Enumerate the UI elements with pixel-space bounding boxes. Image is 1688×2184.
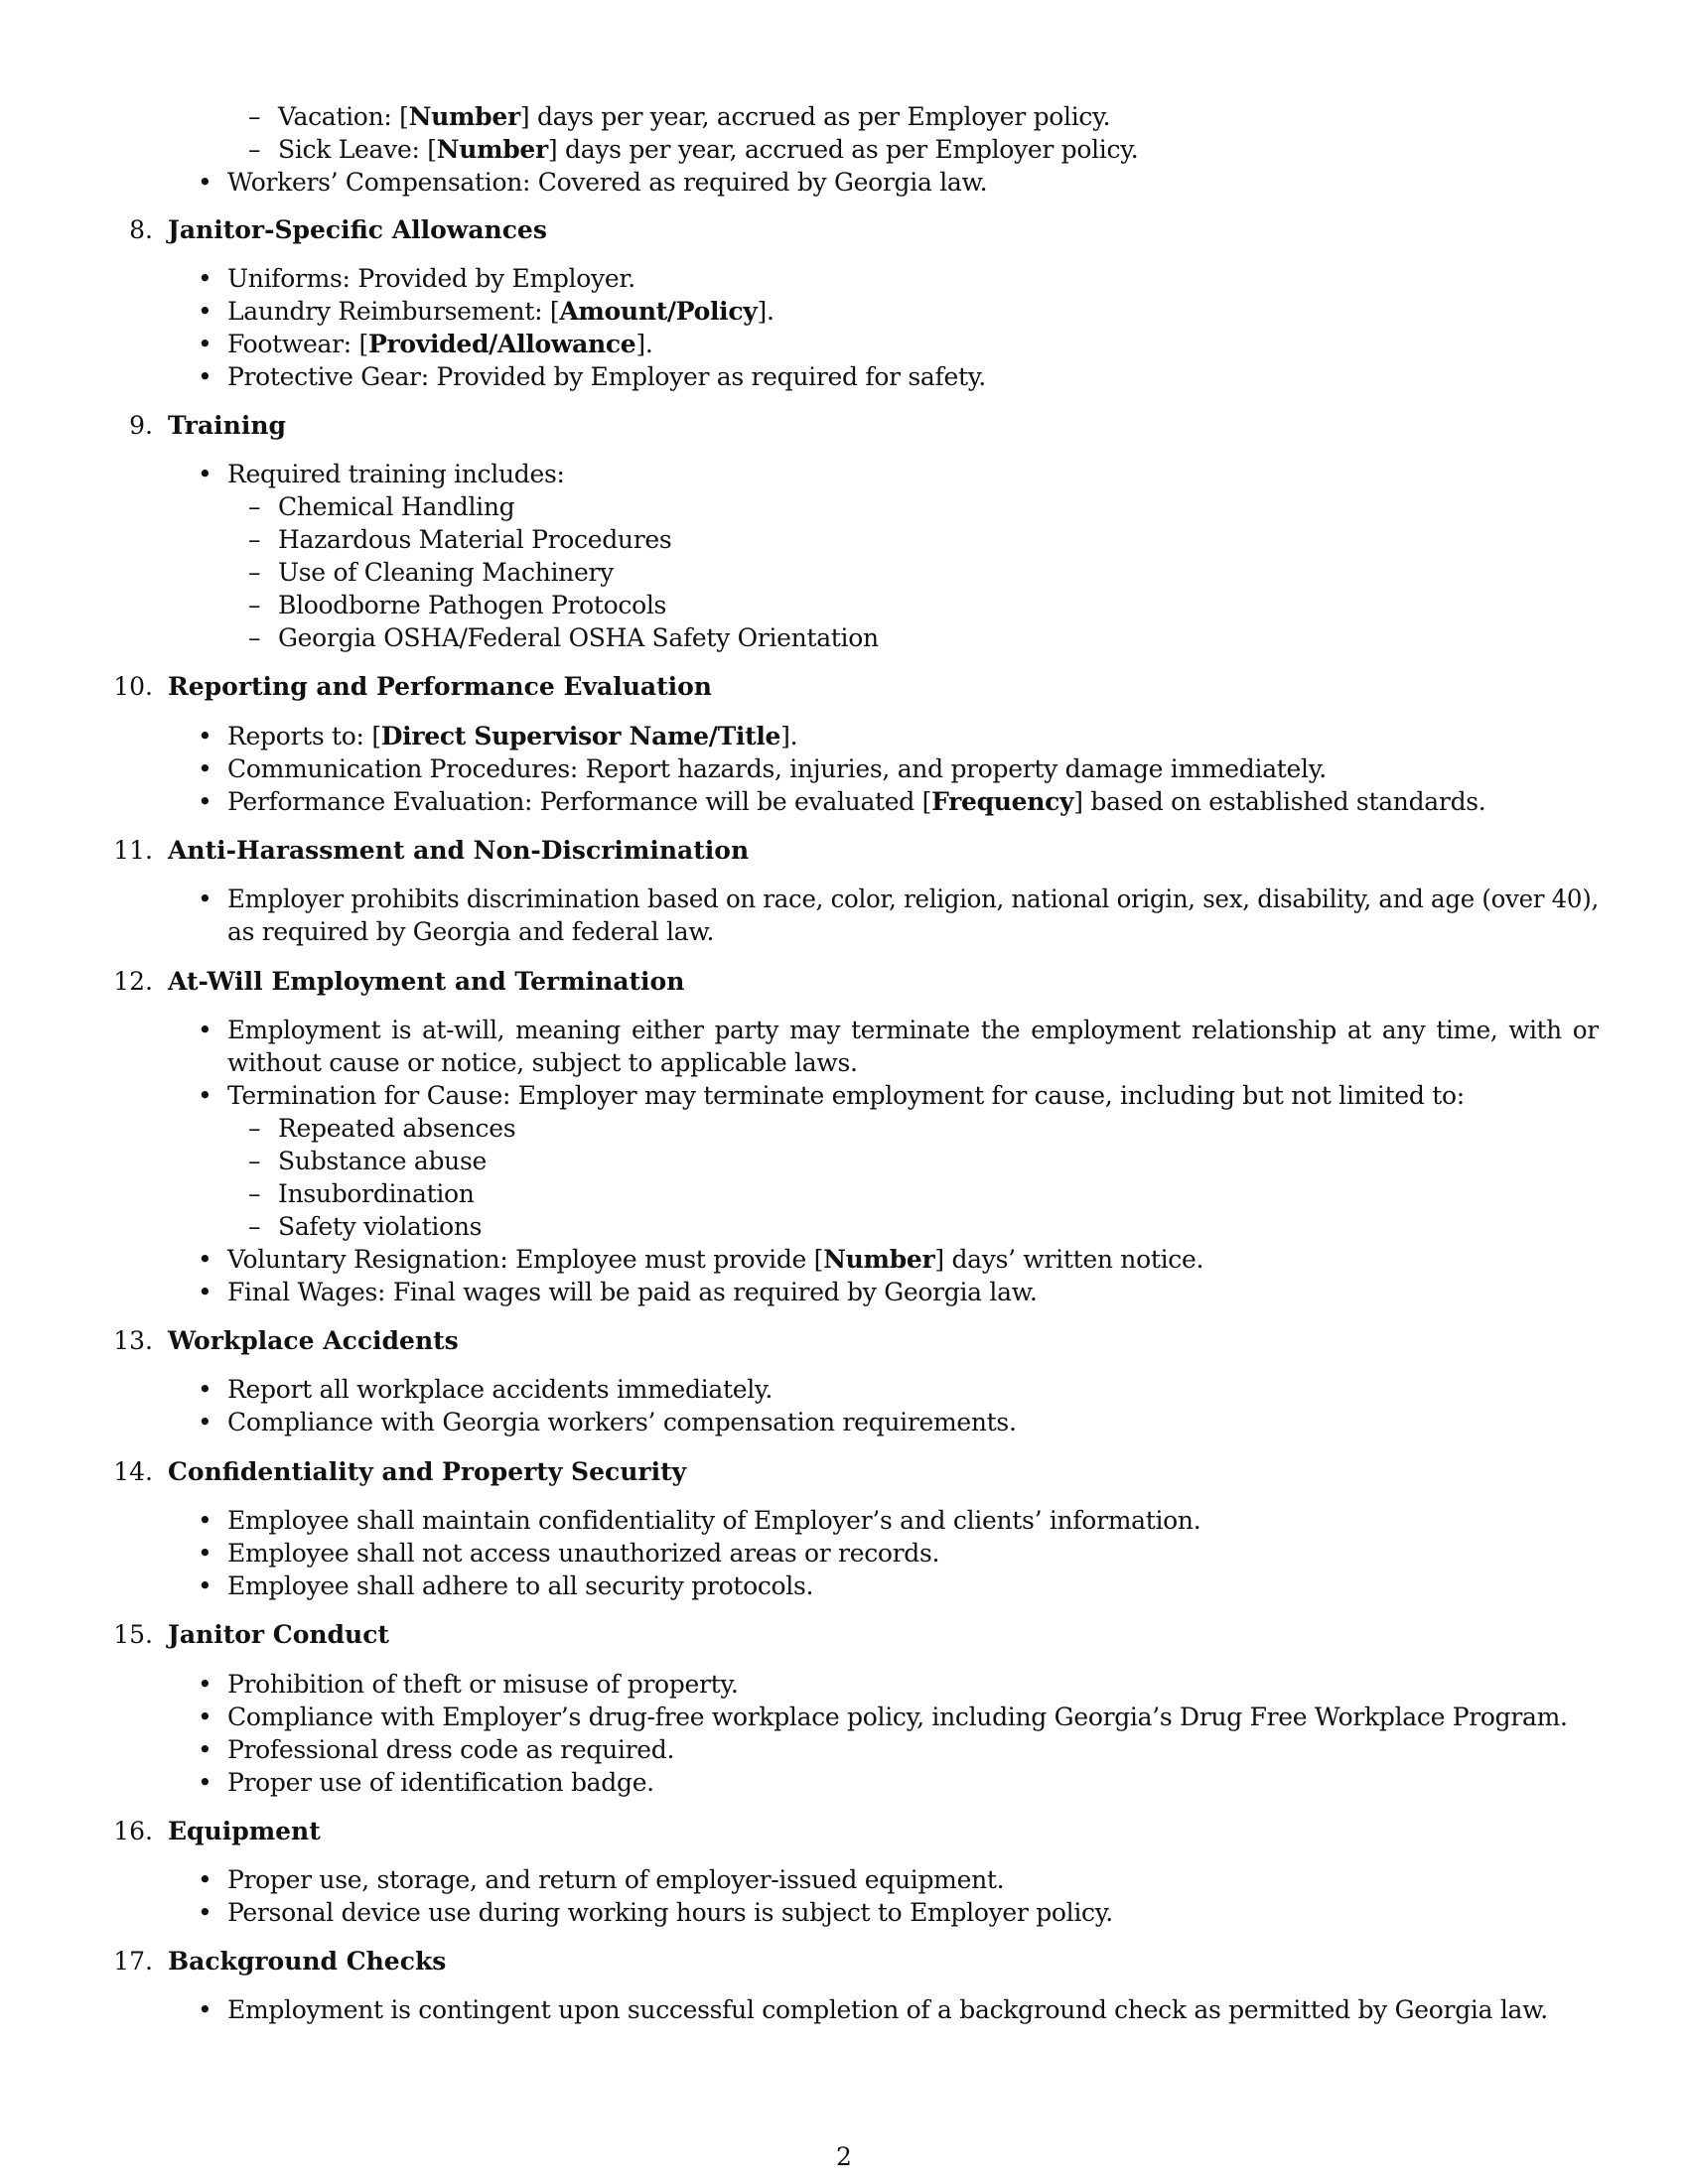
list-item: Chemical Handling xyxy=(278,492,515,521)
bullet-marker: • xyxy=(198,1768,212,1797)
section-title-reporting: Reporting and Performance Evaluation xyxy=(168,672,712,701)
dash-marker: – xyxy=(248,1212,261,1241)
section-title-conduct: Janitor Conduct xyxy=(168,1620,389,1649)
section-title-equipment: Equipment xyxy=(168,1817,321,1845)
bullet-marker: • xyxy=(198,330,212,358)
section-title-accidents: Workplace Accidents xyxy=(168,1326,459,1355)
bullet-marker: • xyxy=(198,787,212,816)
bullet-marker: • xyxy=(198,1898,212,1927)
list-item: Employee shall maintain confidentiality of Employer’s and clients’ information. xyxy=(227,1506,1201,1535)
bullet-marker: • xyxy=(198,264,212,293)
discrimination-line-1: Employer prohibits discrimination based on race, color, religion, national origin, sex, disability, and age (over 40), xyxy=(227,885,1599,913)
bullet-marker: • xyxy=(198,1703,212,1731)
list-item: Personal device use during working hours is subject to Employer policy. xyxy=(227,1898,1113,1927)
section-number: 17. xyxy=(113,1947,153,1976)
bullet-marker: • xyxy=(198,1506,212,1535)
section-number: 14. xyxy=(113,1457,153,1486)
list-item: Repeated absences xyxy=(278,1114,516,1143)
footwear-line: Footwear: [Provided/Allowance]. xyxy=(227,330,653,358)
bullet-marker: • xyxy=(198,460,212,488)
section-number: 15. xyxy=(113,1620,153,1649)
vacation-line: Vacation: [Number] days per year, accrued as per Employer policy. xyxy=(278,102,1111,131)
list-item: Professional dress code as required. xyxy=(227,1735,675,1764)
section-number: 9. xyxy=(129,411,153,440)
laundry-line: Laundry Reimbursement: [Amount/Policy]. xyxy=(227,297,774,326)
dash-marker: – xyxy=(248,1147,261,1175)
list-item: Compliance with Employer’s drug-free workplace policy, including Georgia’s Drug Free Workplace Program. xyxy=(227,1703,1568,1731)
dash-marker: – xyxy=(248,102,261,131)
list-item: Proper use of identification badge. xyxy=(227,1768,654,1797)
dash-marker: – xyxy=(248,623,261,652)
section-title-background: Background Checks xyxy=(168,1947,447,1976)
section-title-confidentiality: Confidentiality and Property Security xyxy=(168,1457,687,1486)
list-item: Bloodborne Pathogen Protocols xyxy=(278,591,667,619)
dash-marker: – xyxy=(248,492,261,521)
training-intro: Required training includes: xyxy=(227,460,565,488)
bullet-marker: • xyxy=(198,1408,212,1436)
bullet-marker: • xyxy=(198,1735,212,1764)
section-title-allowances: Janitor-Specific Allowances xyxy=(168,215,547,244)
dash-marker: – xyxy=(248,525,261,554)
section-number: 8. xyxy=(129,215,153,244)
bullet-marker: • xyxy=(198,885,212,913)
bullet-marker: • xyxy=(198,1016,212,1044)
list-item: Compliance with Georgia workers’ compensation requirements. xyxy=(227,1408,1017,1436)
final-wages-line: Final Wages: Final wages will be paid as required by Georgia law. xyxy=(227,1278,1038,1306)
bullet-marker: • xyxy=(198,1375,212,1404)
reports-to-line: Reports to: [Direct Supervisor Name/Title]. xyxy=(227,722,798,751)
communication-line: Communication Procedures: Report hazards, injuries, and property damage immediately. xyxy=(227,754,1327,783)
discrimination-line-2: as required by Georgia and federal law. xyxy=(227,917,715,946)
list-item: Georgia OSHA/Federal OSHA Safety Orientation xyxy=(278,623,879,652)
section-number: 12. xyxy=(113,967,153,996)
list-item: Hazardous Material Procedures xyxy=(278,525,672,554)
page-number: 2 xyxy=(836,2142,852,2171)
bullet-marker: • xyxy=(198,168,212,197)
list-item: Report all workplace accidents immediately. xyxy=(227,1375,774,1404)
dash-marker: – xyxy=(248,1114,261,1143)
termination-cause-line: Termination for Cause: Employer may terminate employment for cause, including but not limited to: xyxy=(227,1081,1465,1110)
list-item: Safety violations xyxy=(278,1212,483,1241)
resignation-line: Voluntary Resignation: Employee must provide [Number] days’ written notice. xyxy=(227,1245,1204,1274)
bullet-marker: • xyxy=(198,1571,212,1600)
at-will-line-1: Employment is at-will, meaning either party may terminate the employment relationship at any time, with or xyxy=(227,1016,1599,1044)
dash-marker: – xyxy=(248,135,261,164)
bullet-marker: • xyxy=(198,362,212,391)
bullet-marker: • xyxy=(198,754,212,783)
section-number: 10. xyxy=(113,672,153,701)
dash-marker: – xyxy=(248,591,261,619)
bullet-marker: • xyxy=(198,1865,212,1894)
section-title-training: Training xyxy=(168,411,286,440)
at-will-line-2: without cause or notice, subject to applicable laws. xyxy=(227,1048,858,1077)
bullet-marker: • xyxy=(198,1245,212,1274)
bullet-marker: • xyxy=(198,722,212,751)
bullet-marker: • xyxy=(198,1539,212,1568)
section-title-at-will: At-Will Employment and Termination xyxy=(168,967,685,996)
list-item: Prohibition of theft or misuse of property. xyxy=(227,1670,739,1699)
list-item: Proper use, storage, and return of employer-issued equipment. xyxy=(227,1865,1005,1894)
bullet-marker: • xyxy=(198,1278,212,1306)
sick-leave-line: Sick Leave: [Number] days per year, accrued as per Employer policy. xyxy=(278,135,1139,164)
section-number: 11. xyxy=(113,836,153,865)
dash-marker: – xyxy=(248,558,261,587)
section-number: 13. xyxy=(113,1326,153,1355)
list-item: Insubordination xyxy=(278,1179,475,1208)
list-item: Employment is contingent upon successful completion of a background check as permitted by Georgia law. xyxy=(227,1995,1548,2024)
protective-gear-line: Protective Gear: Provided by Employer as required for safety. xyxy=(227,362,986,391)
list-item: Employee shall adhere to all security protocols. xyxy=(227,1571,814,1600)
bullet-marker: • xyxy=(198,297,212,326)
dash-marker: – xyxy=(248,1179,261,1208)
list-item: Substance abuse xyxy=(278,1147,487,1175)
list-item: Use of Cleaning Machinery xyxy=(278,558,614,587)
bullet-marker: • xyxy=(198,1995,212,2024)
uniforms-line: Uniforms: Provided by Employer. xyxy=(227,264,635,293)
section-number: 16. xyxy=(113,1817,153,1845)
performance-line: Performance Evaluation: Performance will be evaluated [Frequency] based on established standards. xyxy=(227,787,1486,816)
bullet-marker: • xyxy=(198,1670,212,1699)
workers-comp-line: Workers’ Compensation: Covered as required by Georgia law. xyxy=(227,168,988,197)
list-item: Employee shall not access unauthorized areas or records. xyxy=(227,1539,940,1568)
section-title-anti-harassment: Anti-Harassment and Non-Discrimination xyxy=(168,836,750,865)
bullet-marker: • xyxy=(198,1081,212,1110)
